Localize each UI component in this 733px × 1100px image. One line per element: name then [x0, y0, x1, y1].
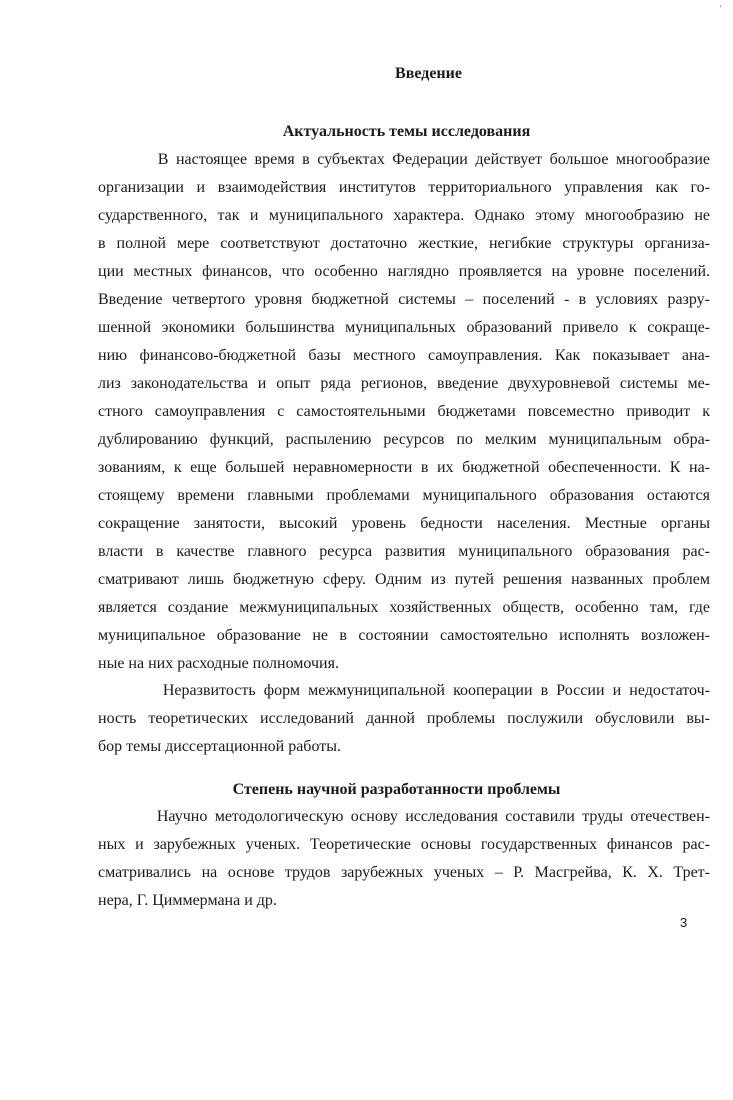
- text-line: сударственного, так и муниципального характера. Однако этому многообразию не: [98, 207, 710, 224]
- text-line: нию финансово-бюджетной базы местного самоуправления. Как показывает ана-: [98, 347, 710, 364]
- text-line: сокращение занятости, высокий уровень бедности населения. Местные органы: [98, 515, 710, 532]
- text-line: стоящему времени главными проблемами муниципального образования остаются: [98, 487, 710, 504]
- text-line: власти в качестве главного ресурса развития муниципального образования рас-: [98, 543, 710, 560]
- text-line: муниципальное образование не в состоянии самостоятельно исполнять возложен-: [98, 627, 710, 644]
- text-line: лиз законодательства и опыт ряда регионов, введение двухуровневой системы ме-: [98, 375, 710, 392]
- text-line: В настоящее время в субъектах Федерации действует большое многообразие: [98, 151, 710, 168]
- text-line: организации и взаимодействия институтов территориального управления как го-: [98, 179, 710, 196]
- text-line: ные на них расходные полномочия.: [98, 655, 339, 672]
- heading-degree-of-development: Степень научной разработанности проблемы: [232, 781, 561, 798]
- text-line: зованиям, к еще большей неравномерности в их бюджетной обеспеченности. К на-: [98, 459, 710, 476]
- text-line: сматривались на основе трудов зарубежных ученых – Р. Масгрейва, К. Х. Трет-: [98, 864, 710, 881]
- text-line: Неразвитость форм межмуниципальной кооперации в России и недостаточ-: [98, 682, 710, 699]
- heading-relevance: Актуальность темы исследования: [282, 123, 531, 140]
- text-line: ных и зарубежных ученых. Теоретические основы государственных финансов рас-: [98, 836, 710, 853]
- corner-mark: ': [720, 4, 722, 13]
- paragraph-underdevelopment: [98, 677, 710, 761]
- text-line: стного самоуправления с самостоятельными бюджетами повсеместно приводит к: [98, 403, 710, 420]
- text-line: ции местных финансов, что особенно наглядно проявляется на уровне поселений.: [98, 263, 710, 280]
- text-line: Научно методологическую основу исследования составили труды отечествен-: [98, 808, 710, 825]
- text-line: сматривают лишь бюджетную сферу. Одним из путей решения названных проблем: [98, 571, 710, 588]
- heading-introduction: Введение: [395, 65, 462, 82]
- paragraph-methodology: [98, 803, 710, 915]
- text-line: бор темы диссертационной работы.: [98, 738, 341, 755]
- text-line: нера, Г. Циммермана и др.: [98, 892, 277, 909]
- text-line: в полной мере соответствуют достаточно жесткие, негибкие структуры организа-: [98, 235, 710, 252]
- text-line: Введение четвертого уровня бюджетной системы – поселений - в условиях разру-: [98, 291, 710, 308]
- text-line: шенной экономики большинства муниципальных образований привело к сокраще-: [98, 319, 710, 336]
- text-line: ность теоретических исследований данной проблемы послужили обусловили вы-: [98, 710, 710, 727]
- text-line: является создание межмуниципальных хозяйственных обществ, особенно там, где: [98, 599, 710, 616]
- paragraph-relevance: [98, 146, 710, 678]
- page-number: 3: [680, 915, 688, 930]
- text-line: дублированию функций, распылению ресурсов по мелким муниципальным обра-: [98, 431, 710, 448]
